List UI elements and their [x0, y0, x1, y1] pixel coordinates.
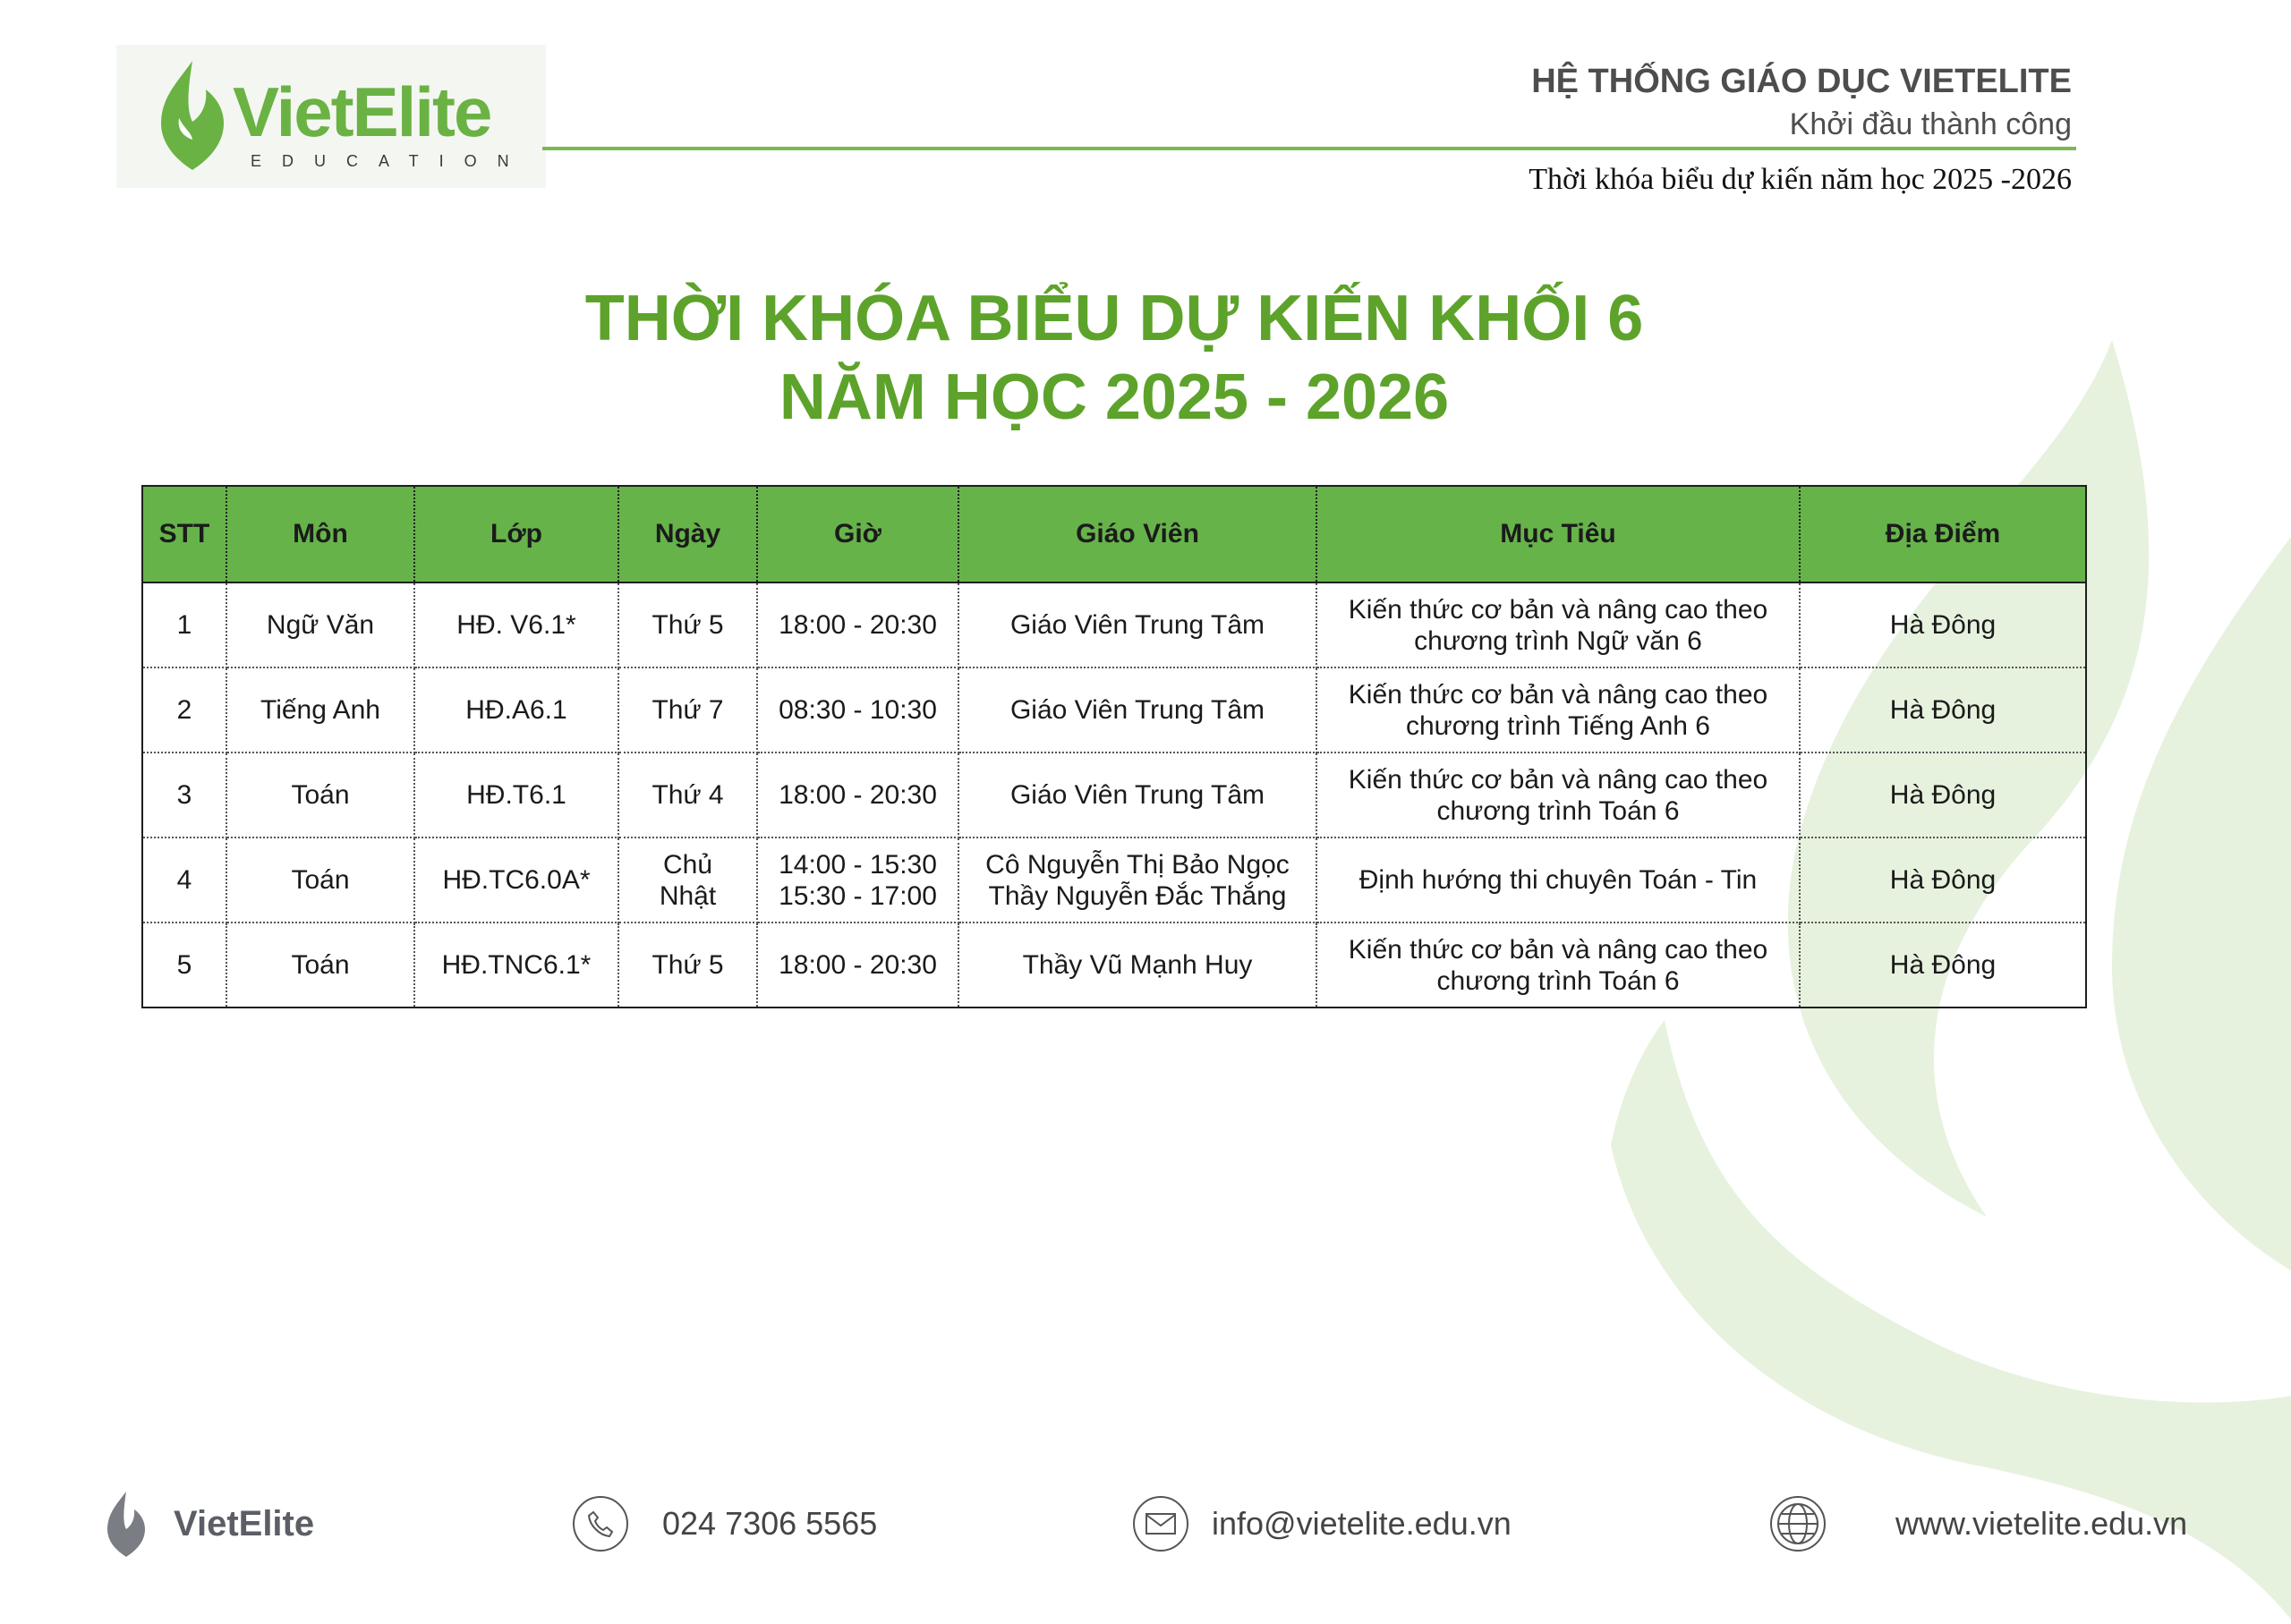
table-cell: Giáo Viên Trung Tâm: [958, 582, 1316, 667]
phone-icon: [573, 1496, 628, 1552]
website-link[interactable]: www.vietelite.edu.vn: [1895, 1505, 2188, 1542]
table-cell: 14:00 - 15:30 15:30 - 17:00: [757, 838, 958, 923]
column-header: Địa Điểm: [1800, 486, 2086, 582]
table-cell: Thứ 5: [618, 923, 757, 1008]
column-header: Lớp: [414, 486, 618, 582]
column-header: STT: [142, 486, 226, 582]
org-name: HỆ THỐNG GIÁO DỤC VIETELITE: [1531, 63, 2072, 100]
table-cell: 08:30 - 10:30: [757, 667, 958, 752]
schedule-table: [141, 485, 2087, 1008]
table-cell: Thầy Vũ Mạnh Huy: [958, 923, 1316, 1008]
table-row: [142, 667, 2086, 752]
table-cell: HĐ.A6.1: [414, 667, 618, 752]
logo: [116, 45, 546, 188]
table-cell: Cô Nguyễn Thị Bảo Ngọc Thầy Nguyễn Đắc Thắng: [958, 838, 1316, 923]
table-cell: Toán: [226, 923, 414, 1008]
table-cell: HĐ. V6.1*: [414, 582, 618, 667]
table-cell: Hà Đông: [1800, 923, 2086, 1008]
table-cell: Hà Đông: [1800, 667, 2086, 752]
table-cell: 18:00 - 20:30: [757, 582, 958, 667]
table-cell: 4: [142, 838, 226, 923]
logo-subtext: EDUCATION: [251, 152, 530, 170]
table-cell: Kiến thức cơ bản và nâng cao theo chương trình Toán 6: [1316, 752, 1800, 838]
table-cell: Kiến thức cơ bản và nâng cao theo chương trình Toán 6: [1316, 923, 1800, 1008]
logo-flame-icon: [143, 54, 242, 179]
table-cell: Giáo Viên Trung Tâm: [958, 752, 1316, 838]
table-cell: Kiến thức cơ bản và nâng cao theo chương trình Ngữ văn 6: [1316, 582, 1800, 667]
org-tagline: Khởi đầu thành công: [1789, 107, 2072, 141]
doc-subtitle: Thời khóa biểu dự kiến năm học 2025 -2026: [1529, 163, 2072, 196]
table-cell: HĐ.TC6.0A*: [414, 838, 618, 923]
table-cell: Kiến thức cơ bản và nâng cao theo chương trình Tiếng Anh 6: [1316, 667, 1800, 752]
table-cell: Hà Đông: [1800, 838, 2086, 923]
table-cell: 18:00 - 20:30: [757, 752, 958, 838]
globe-icon: [1770, 1496, 1826, 1552]
phone-number[interactable]: 024 7306 5565: [662, 1505, 878, 1542]
table-cell: Thứ 7: [618, 667, 757, 752]
table-cell: Chủ Nhật: [618, 838, 757, 923]
table-cell: Toán: [226, 838, 414, 923]
table-cell: 1: [142, 582, 226, 667]
table-cell: Toán: [226, 752, 414, 838]
table-row: [142, 838, 2086, 923]
page-title: [0, 279, 2228, 437]
table-cell: Thứ 4: [618, 752, 757, 838]
email-link[interactable]: info@vietelite.edu.vn: [1212, 1505, 1512, 1542]
logo-flame-icon: [98, 1488, 154, 1560]
logo-text: VietElite: [233, 72, 491, 151]
column-header: Ngày: [618, 486, 757, 582]
table-cell: Thứ 5: [618, 582, 757, 667]
table-cell: 18:00 - 20:30: [757, 923, 958, 1008]
footer-website[interactable]: [1770, 1492, 2187, 1555]
table-header-row: [142, 486, 2086, 582]
column-header: Môn: [226, 486, 414, 582]
table-cell: Giáo Viên Trung Tâm: [958, 667, 1316, 752]
table-cell: HĐ.T6.1: [414, 752, 618, 838]
column-header: Giáo Viên: [958, 486, 1316, 582]
table-row: [142, 582, 2086, 667]
title-line-1: THỜI KHÓA BIỂU DỰ KIẾN KHỐI 6: [584, 283, 1644, 354]
table-cell: 3: [142, 752, 226, 838]
table-row: [142, 752, 2086, 838]
table-row: [142, 923, 2086, 1008]
table-cell: Tiếng Anh: [226, 667, 414, 752]
table-cell: Ngữ Văn: [226, 582, 414, 667]
footer-brand: [98, 1492, 314, 1555]
footer-brand-text: VietElite: [174, 1503, 315, 1543]
footer-email[interactable]: [1133, 1492, 1512, 1555]
title-line-2: NĂM HỌC 2025 - 2026: [779, 361, 1450, 433]
table-cell: Hà Đông: [1800, 752, 2086, 838]
column-header: Giờ: [757, 486, 958, 582]
header-divider: [542, 147, 2076, 150]
mail-icon: [1133, 1496, 1188, 1552]
table-cell: Định hướng thi chuyên Toán - Tin: [1316, 838, 1800, 923]
table-cell: HĐ.TNC6.1*: [414, 923, 618, 1008]
table-cell: 2: [142, 667, 226, 752]
footer-phone[interactable]: [573, 1492, 877, 1555]
column-header: Mục Tiêu: [1316, 486, 1800, 582]
table-cell: Hà Đông: [1800, 582, 2086, 667]
table-cell: 5: [142, 923, 226, 1008]
